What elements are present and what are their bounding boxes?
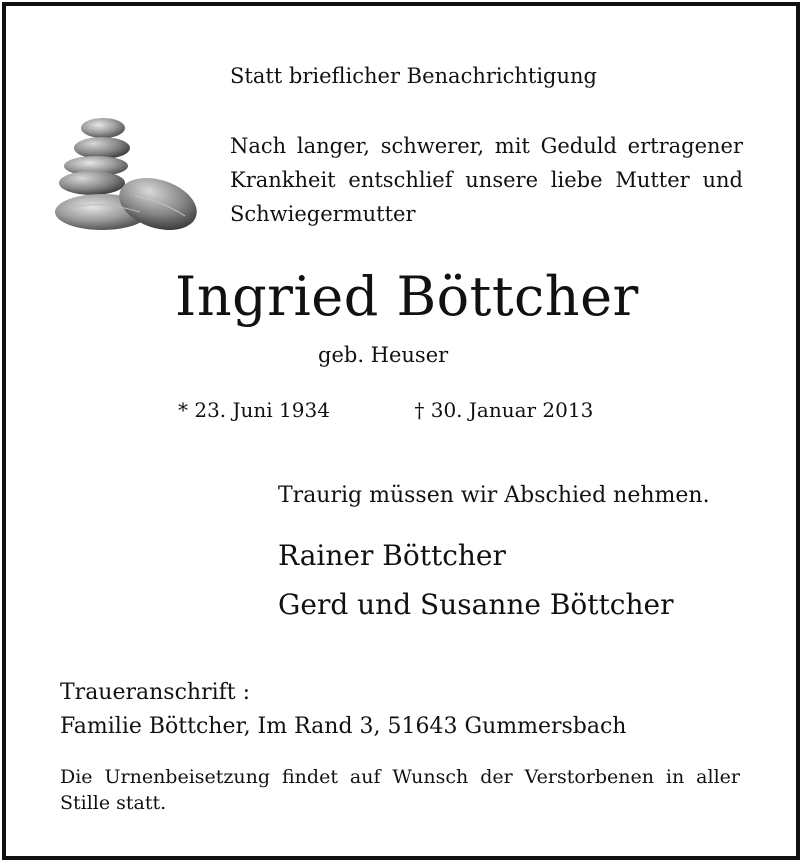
death-date: † 30. Januar 2013 — [414, 398, 594, 422]
birth-date: * 23. Juni 1934 — [178, 398, 330, 422]
deceased-name: Ingried Böttcher — [175, 265, 639, 328]
maiden-name: geb. Heuser — [318, 343, 449, 367]
mourner-name: Rainer Böttcher — [278, 539, 506, 572]
farewell-line: Traurig müssen wir Abschied nehmen. — [278, 483, 710, 508]
life-dates — [178, 398, 593, 422]
mourner-name: Gerd und Susanne Böttcher — [278, 588, 674, 621]
intro-text: Nach langer, schwerer, mit Geduld ertragener Krankheit entschlief unsere liebe Mutter und Schwiegermutter — [230, 134, 743, 226]
stacked-stones-image — [40, 108, 210, 238]
notice-heading: Statt brieflicher Benachrichtigung — [230, 64, 597, 88]
burial-notice: Die Urnenbeisetzung findet auf Wunsch der Verstorbenen in aller Stille statt. — [60, 766, 740, 814]
address-label: Traueranschrift : — [60, 680, 251, 705]
mourning-address: Familie Böttcher, Im Rand 3, 51643 Gummersbach — [60, 714, 627, 739]
